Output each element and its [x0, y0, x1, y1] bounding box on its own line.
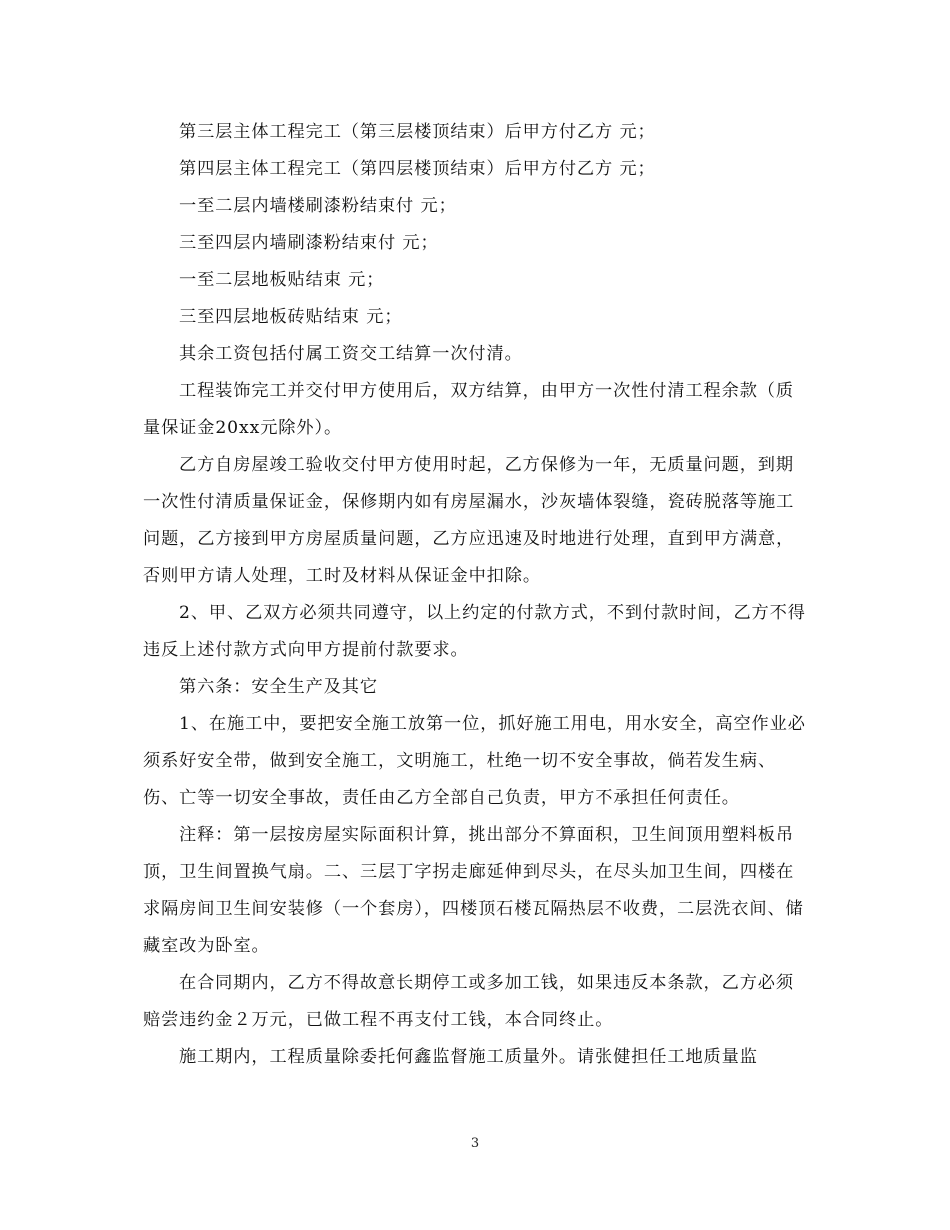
paragraph-breach-penalty: 在合同期内，乙方不得故意长期停工或多加工钱，如果违反本条款，乙方必须赔尝违约金２万元，已做工程不再支付工钱，本合同终止。	[143, 973, 794, 1030]
paragraph-paint-floors-3-4: 三至四层内墙刷漆粉结束付 元；	[179, 233, 439, 253]
paragraph-flooring-1-2: 一至二层地板贴结束 元；	[179, 270, 385, 290]
paragraph-notes: 注释：第一层按房屋实际面积计算，挑出部分不算面积，卫生间顶用塑料板吊顶，卫生间置换气扇。二、三层丁字拐走廊延伸到尽头，在尽头加卫生间，四楼在求隔房间卫生间安装修（一个套房），四楼顶石楼瓦隔热层不收费，二层洗衣间、储藏室改为卧室。	[143, 825, 804, 956]
paragraph-quality-supervision: 施工期内，工程质量除委托何鑫监督施工质量外。请张健担任工地质量监	[179, 1047, 758, 1067]
paragraph-payment-fourth-floor: 第四层主体工程完工（第四层楼顶结束）后甲方付乙方 元；	[179, 159, 656, 179]
document-body	[143, 114, 811, 1076]
page-number: 3	[470, 1136, 480, 1151]
paragraph-payment-compliance: 2、甲、乙双方必须共同遵守，以上约定的付款方式，不到付款时间，乙方不得违反上述付款方式向甲方提前付款要求。	[143, 603, 806, 660]
paragraph-payment-third-floor: 第三层主体工程完工（第三层楼顶结束）后甲方付乙方 元；	[179, 122, 656, 142]
paragraph-safety: 1、在施工中，要把安全施工放第一位，抓好施工用电，用水安全，高空作业必须系好安全带，做到安全施工，文明施工，杜绝一切不安全事故，倘若发生病、伤、亡等一切安全事故，责任由乙方全部自己负责，甲方不承担任何责任。	[143, 714, 806, 808]
section-heading-article-6: 第六条：安全生产及其它	[179, 677, 378, 697]
paragraph-remaining-wages: 其余工资包括付属工资交工结算一次付清。	[179, 344, 523, 364]
paragraph-paint-floors-1-2: 一至二层内墙楼刷漆粉结束付 元；	[179, 196, 457, 216]
paragraph-final-settlement: 工程装饰完工并交付甲方使用后，双方结算，由甲方一次性付清工程余款（质量保证金20xx元除外）。	[143, 381, 794, 438]
paragraph-warranty: 乙方自房屋竣工验收交付甲方使用时起，乙方保修为一年，无质量问题，到期一次性付清质量保证金，保修期内如有房屋漏水，沙灰墙体裂缝，瓷砖脱落等施工问题，乙方接到甲方房屋质量问题，乙方应迅速及时地进行处理，直到甲方满意，否则甲方请人处理，工时及材料从保证金中扣除。	[143, 455, 795, 586]
paragraph-flooring-3-4: 三至四层地板砖贴结束 元；	[179, 307, 403, 327]
